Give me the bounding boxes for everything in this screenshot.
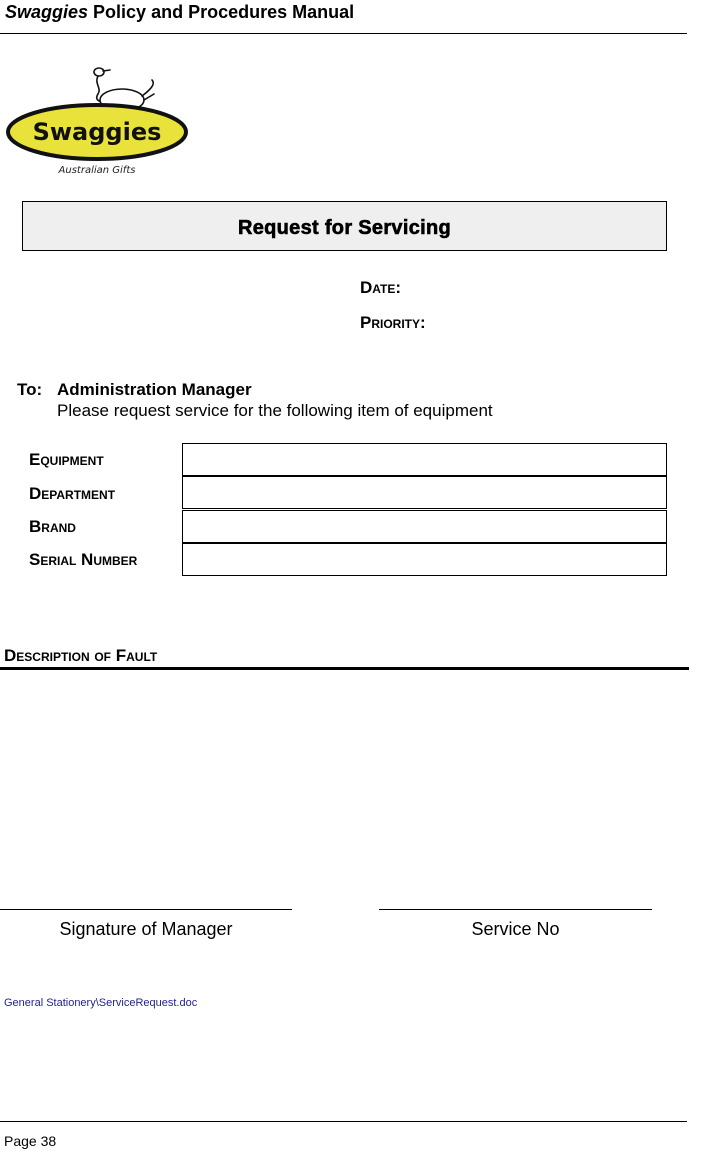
header-title-rest: Policy and Procedures Manual [93,2,355,22]
date-label: Date: [360,278,402,297]
priority-label: Priority: [360,313,426,332]
department-label: Department [29,484,116,503]
service-no-line[interactable] [379,909,652,910]
header-brand: Swaggies [5,2,89,22]
logo-wordmark: Swaggies [32,118,162,146]
recipient-name: Administration Manager [57,380,252,399]
serial-number-field[interactable] [182,543,667,576]
swaggies-logo-graphic [4,62,189,180]
footer-divider [0,1121,687,1122]
logo-tagline: Australian Gifts [58,165,136,176]
manager-signature-line[interactable] [0,909,292,910]
manual-header-title [5,2,354,23]
header-divider [0,33,687,34]
form-title-box [22,201,667,251]
service-no-label: Service No [471,919,560,939]
equipment-label: Equipment [29,450,104,469]
fault-heading-rule [0,667,689,670]
manager-signature-label: Signature of Manager [59,919,233,939]
brand-label: Brand [29,517,76,536]
fault-description-heading: Description of Fault [4,646,158,665]
department-field[interactable] [182,476,667,509]
equipment-field[interactable] [182,443,667,476]
fault-description-area[interactable] [0,672,689,897]
to-prefix: To: [17,380,43,399]
serial-number-label: Serial Number [29,550,138,569]
brand-field[interactable] [182,510,667,543]
form-title: Request for Servicing [237,216,452,239]
document-file-path: General Stationery\ServiceRequest.doc [4,997,198,1009]
swaggies-logo [4,62,189,180]
request-message: Please request service for the following item of equipment [57,401,493,420]
page-number: Page 38 [4,1133,57,1149]
